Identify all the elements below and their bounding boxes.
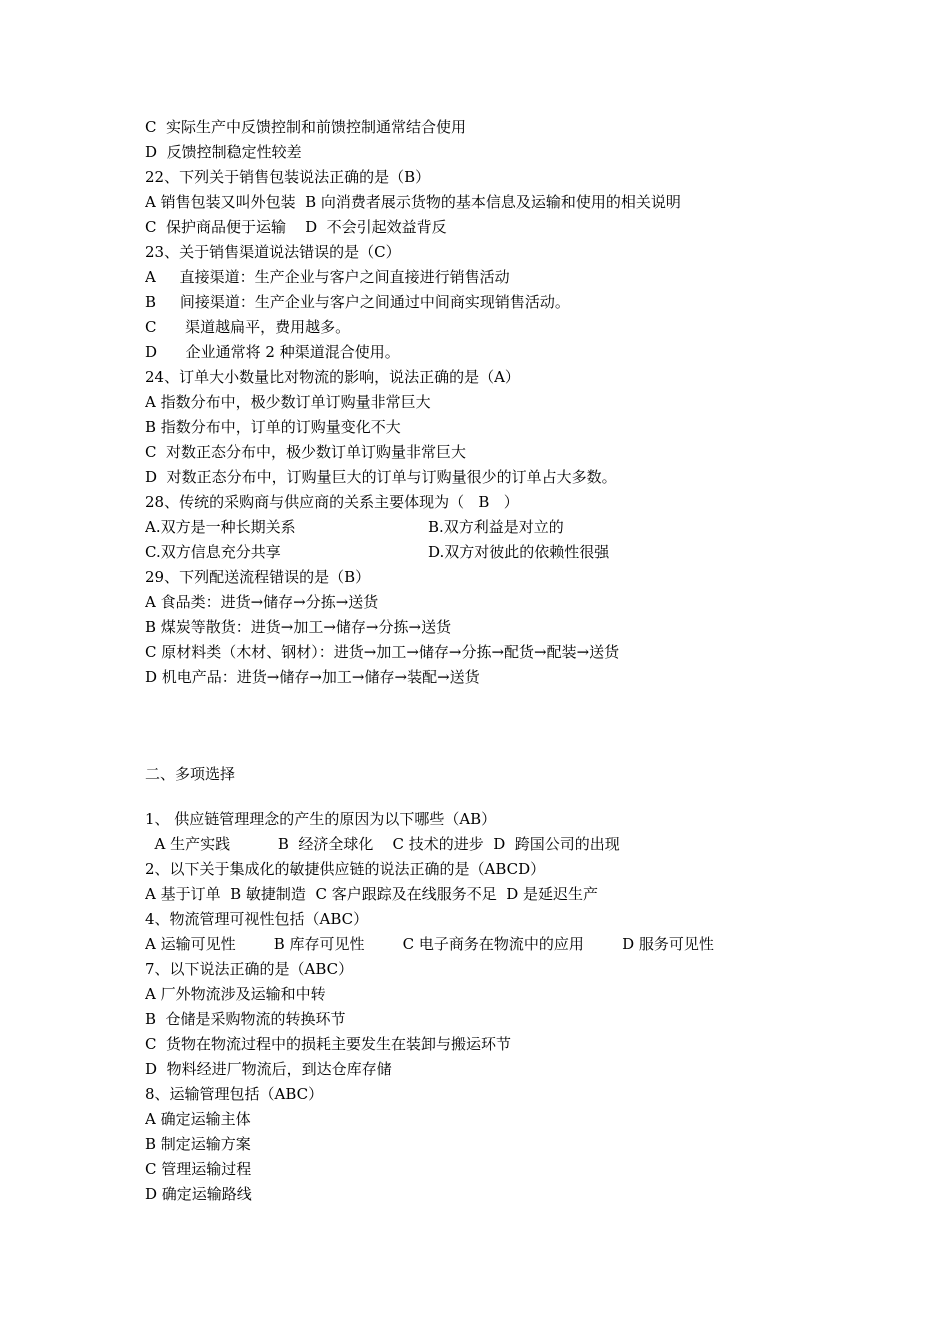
text-line: A 指数分布中，极少数订单订购量非常巨大	[145, 393, 431, 411]
text-line: B 煤炭等散货：进货→加工→储存→分拣→送货	[145, 618, 452, 636]
text-line: A 食品类：进货→储存→分拣→送货	[145, 593, 379, 611]
question-2: 2、以下关于集成化的敏捷供应链的说法正确的是（ABCD）	[145, 860, 546, 878]
text-line: A 直接渠道：生产企业与客户之间直接进行销售活动	[145, 268, 510, 286]
question-7: 7、以下说法正确的是（ABC）	[145, 960, 354, 978]
text-line: A 销售包装又叫外包装 B 向消费者展示货物的基本信息及运输和使用的相关说明	[145, 193, 681, 211]
text-line: C 保护商品便于运输 D 不会引起效益背反	[145, 218, 447, 236]
option-c: C.双方信息充分共享	[145, 543, 281, 561]
text-line: A 基于订单 B 敏捷制造 C 客户跟踪及在线服务不足 D 是延迟生产	[145, 885, 599, 903]
question-28: 28、传统的采购商与供应商的关系主要体现为（ B ）	[145, 493, 519, 511]
text-line: B 间接渠道：生产企业与客户之间通过中间商实现销售活动。	[145, 293, 570, 311]
text-line: B 制定运输方案	[145, 1135, 251, 1153]
question-29: 29、下列配送流程错误的是（B）	[145, 568, 371, 586]
text-line: D 反馈控制稳定性较差	[145, 143, 302, 161]
text-line: D 机电产品：进货→储存→加工→储存→装配→送货	[145, 668, 480, 686]
text-line: C 货物在物流过程中的损耗主要发生在装卸与搬运环节	[145, 1035, 512, 1053]
text-line: C 管理运输过程	[145, 1160, 252, 1178]
question-8: 8、运输管理包括（ABC）	[145, 1085, 324, 1103]
section-title: 二、多项选择	[145, 765, 236, 783]
option-d: D.双方对彼此的依赖性很强	[428, 543, 610, 561]
option-row	[145, 540, 885, 565]
text-line: D 物料经进厂物流后，到达仓库存储	[145, 1060, 392, 1078]
text-line: C 原材料类（木材、钢材）：进货→加工→储存→分拣→配货→配装→送货	[145, 643, 620, 661]
option-row	[145, 515, 885, 540]
block-2	[145, 565, 885, 690]
text-line: B 仓储是采购物流的转换环节	[145, 1010, 346, 1028]
spacer	[145, 787, 885, 807]
text-line: A 确定运输主体	[145, 1110, 251, 1128]
text-line: C 渠道越扁平，费用越多。	[145, 318, 351, 336]
question-4: 4、物流管理可视性包括（ABC）	[145, 910, 369, 928]
question-1: 1、 供应链管理理念的产生的原因为以下哪些（AB）	[145, 810, 497, 828]
text-line: A 厂外物流涉及运输和中转	[145, 985, 326, 1003]
question-24: 24、订单大小数量比对物流的影响，说法正确的是（A）	[145, 368, 520, 386]
text-line: C 对数正态分布中，极少数订单订购量非常巨大	[145, 443, 467, 461]
question-23: 23、关于销售渠道说法错误的是（C）	[145, 243, 401, 261]
option-a: A.双方是一种长期关系	[145, 518, 296, 536]
question-28-options	[145, 515, 885, 565]
text-line: A 生产实践 B 经济全球化 C 技术的进步 D 跨国公司的出现	[145, 835, 620, 853]
question-22: 22、下列关于销售包装说法正确的是（B）	[145, 168, 431, 186]
text-line: D 对数正态分布中，订购量巨大的订单与订购量很少的订单占大多数。	[145, 468, 617, 486]
text-line: D 企业通常将 2 种渠道混合使用。	[145, 343, 400, 361]
text-line: B 指数分布中，订单的订购量变化不大	[145, 418, 401, 436]
document-page	[145, 115, 885, 1207]
block-1	[145, 115, 885, 515]
text-line: D 确定运输路线	[145, 1185, 252, 1203]
text-line: C 实际生产中反馈控制和前馈控制通常结合使用	[145, 118, 467, 136]
spacer	[145, 690, 885, 762]
text-line: A 运输可见性 B 库存可见性 C 电子商务在物流中的应用 D 服务可见性	[145, 935, 714, 953]
block-3	[145, 807, 885, 1207]
option-b: B.双方利益是对立的	[428, 518, 564, 536]
